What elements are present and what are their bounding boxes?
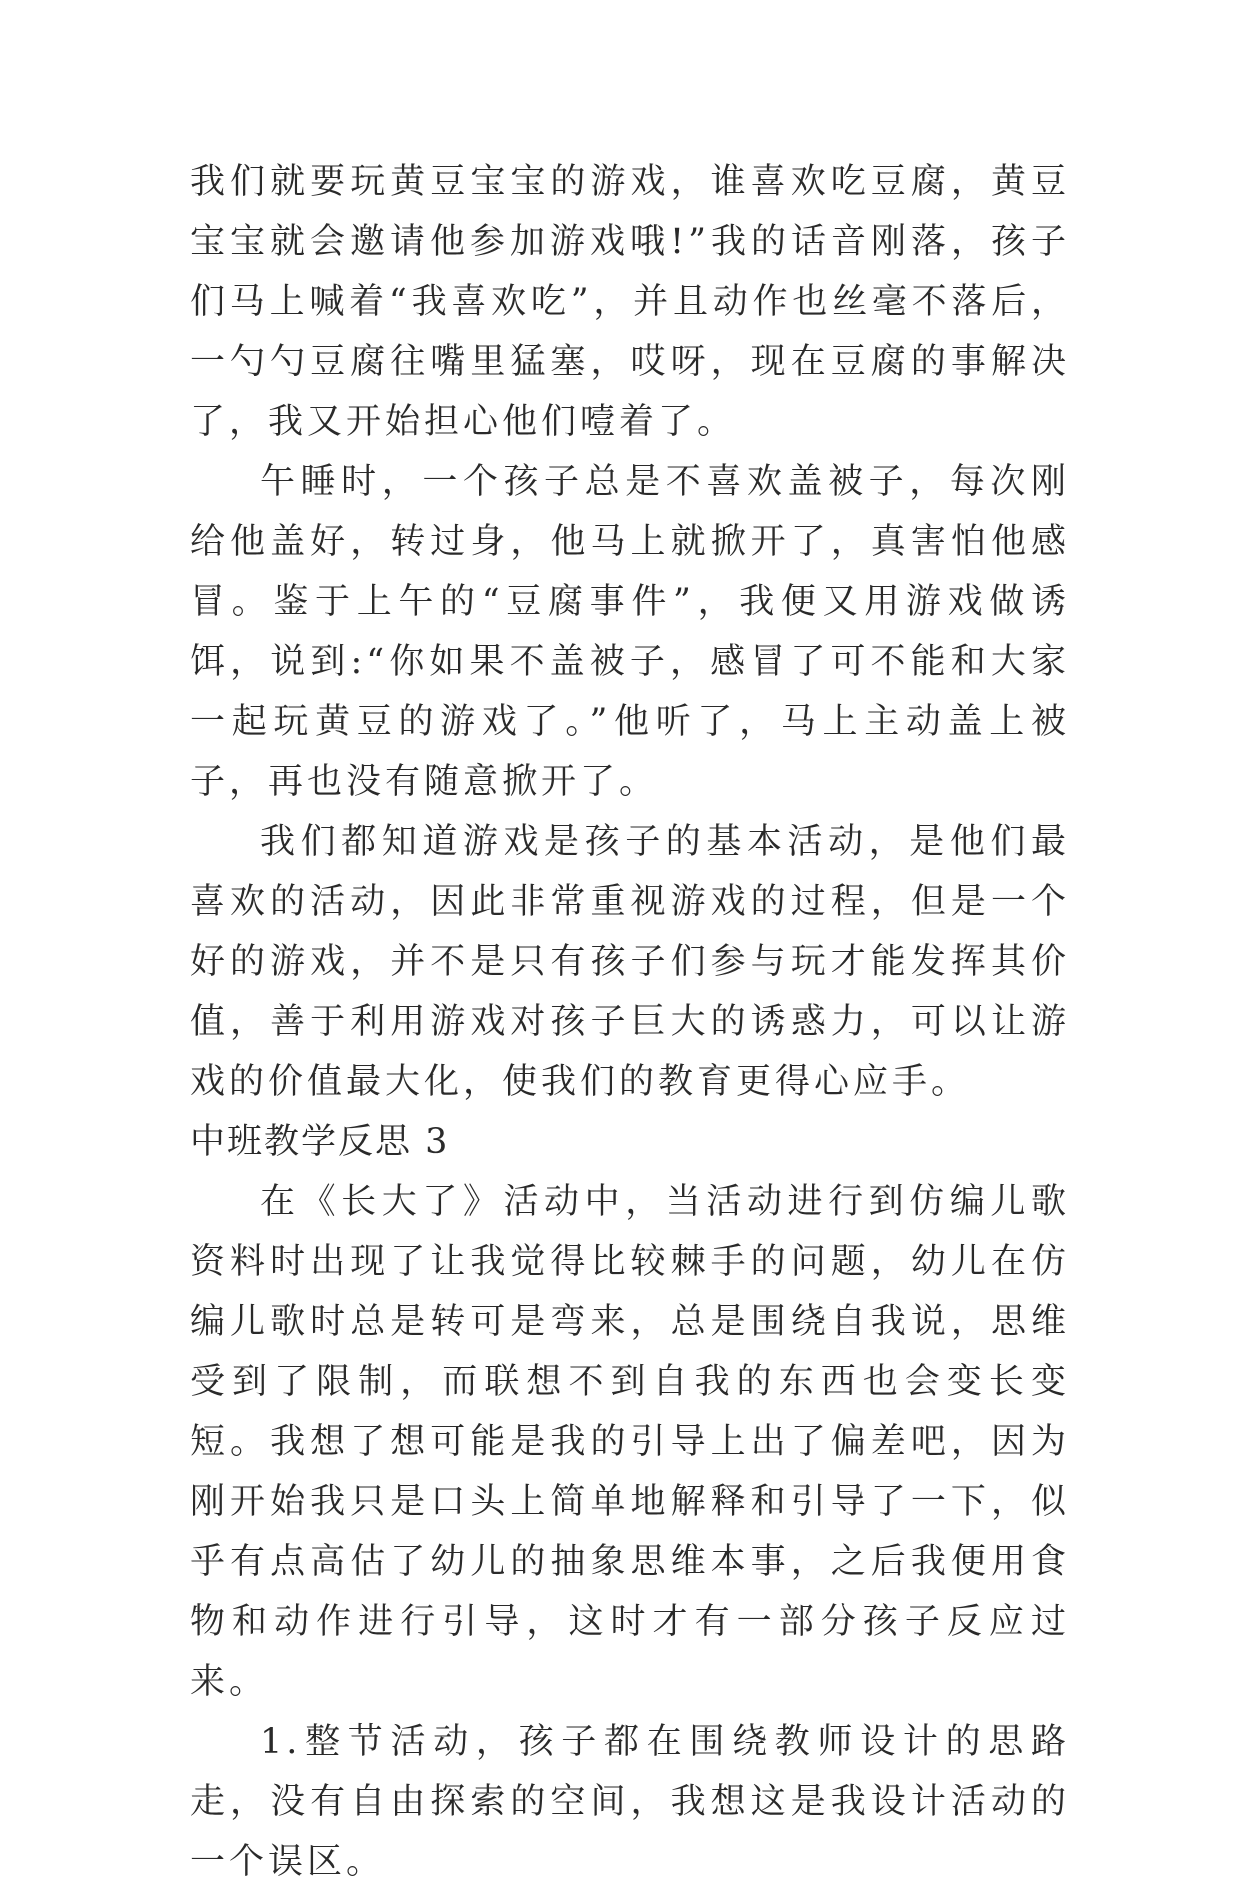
paragraph-game-value: 我们都知道游戏是孩子的基本活动，是他们最喜欢的活动，因此非常重视游戏的过程，但是一个好的游戏，并不是只有孩子们参与玩才能发挥其价值，善于利用游戏对孩子巨大的诱惑力，可以让游戏的价值最大化，使我们的教育更得心应手。 bbox=[190, 822, 1070, 1102]
document-body bbox=[190, 152, 1070, 1892]
paragraph-continued: 我们就要玩黄豆宝宝的游戏，谁喜欢吃豆腐，黄豆宝宝就会邀请他参加游戏哦!”我的话音刚落，孩子们马上喊着“我喜欢吃”，并且动作也丝毫不落后，一勺勺豆腐往嘴里猛塞，哎呀，现在豆腐的事解决了，我又开始担心他们噎着了。 bbox=[190, 162, 1070, 442]
paragraph-grown-up-activity: 在《长大了》活动中，当活动进行到仿编儿歌资料时出现了让我觉得比较棘手的问题，幼儿在仿编儿歌时总是转可是弯来，总是围绕自我说，思维受到了限制，而联想不到自我的东西也会变长变短。我想了想可能是我的引导上出了偏差吧，因为刚开始我只是口头上简单地解释和引导了一下，似乎有点高估了幼儿的抽象思维本事，之后我便用食物和动作进行引导，这时才有一部分孩子反应过来。 bbox=[190, 1182, 1070, 1702]
section-heading: 中班教学反思 3 bbox=[190, 1122, 450, 1162]
paragraph-point-1: 1.整节活动，孩子都在围绕教师设计的思路走，没有自由探索的空间，我想这是我设计活动的一个误区。 bbox=[190, 1722, 1070, 1882]
paragraph-nap-time: 午睡时，一个孩子总是不喜欢盖被子，每次刚给他盖好，转过身，他马上就掀开了，真害怕他感冒。鉴于上午的“豆腐事件”，我便又用游戏做诱饵，说到:“你如果不盖被子，感冒了可不能和大家一起玩黄豆的游戏了。”他听了，马上主动盖上被子，再也没有随意掀开了。 bbox=[190, 462, 1070, 802]
